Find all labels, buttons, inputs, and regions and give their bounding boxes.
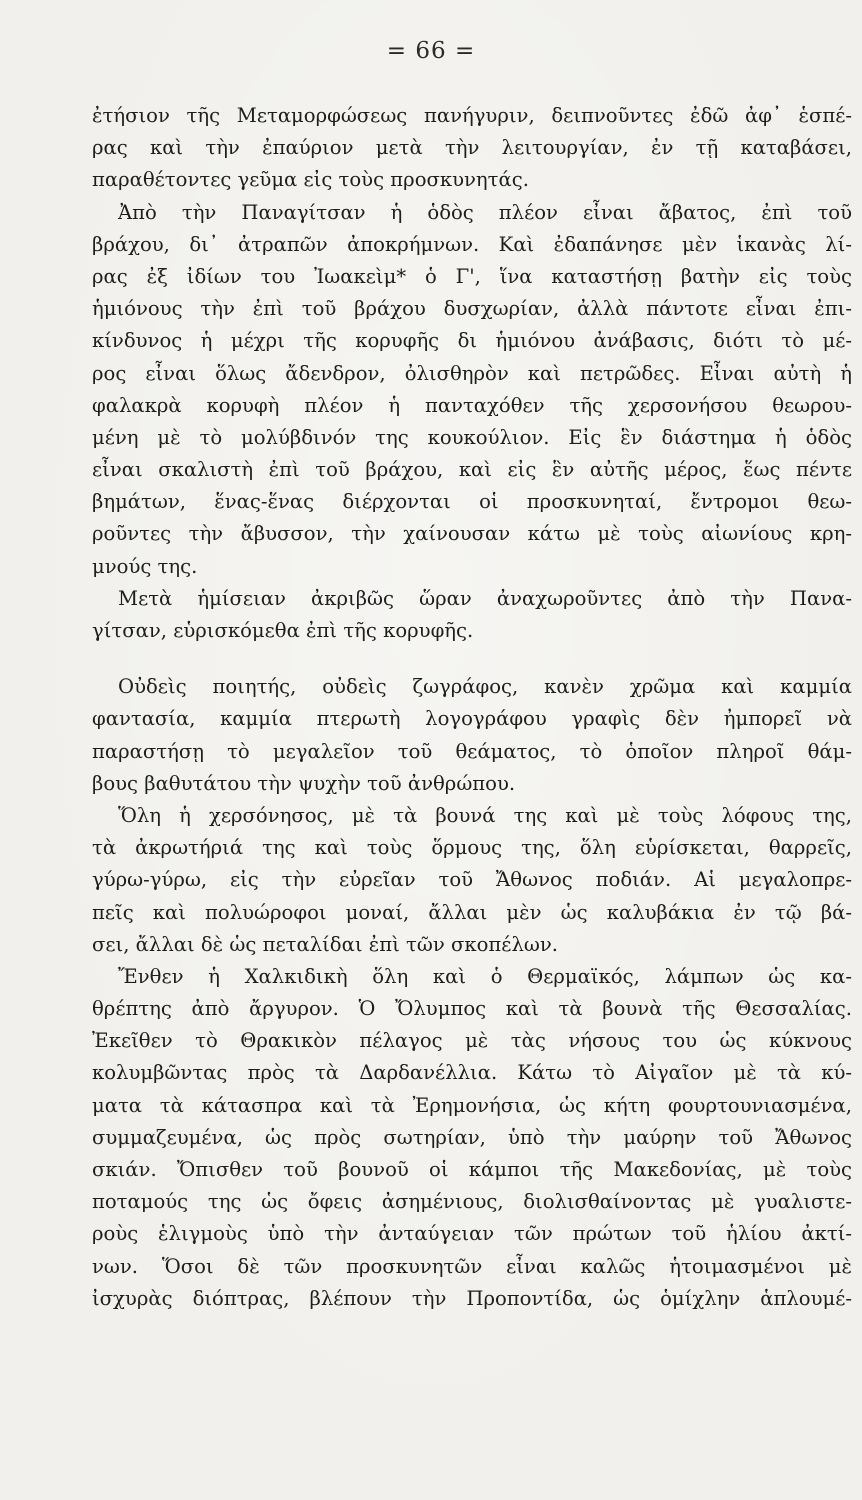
text-line: βημάτων, ἕνας-ἕνας διέρχονται οἱ προσκυνηταί, ἔντρομοι θεω-	[92, 490, 852, 514]
text-line: ρας καὶ τὴν ἐπαύριον μετὰ τὴν λειτουργίαν, ἐν τῇ καταβάσει,	[92, 136, 852, 160]
text-line: ματα τὰ κάτασπρα καὶ τὰ Ἐρημονήσια, ὡς κήτη φουρτουνιασμένα,	[92, 1093, 852, 1117]
text-line: ἡμιόνους τὴν ἐπὶ τοῦ βράχου δυσχωρίαν, ἀλλὰ πάντοτε εἶναι ἐπι-	[92, 297, 852, 321]
text-line: εἶναι σκαλιστὴ ἐπὶ τοῦ βράχου, καὶ εἰς ἓν αὐτῆς μέρος, ἕως πέντε	[92, 458, 852, 482]
text-line: ρας ἐξ ἰδίων του Ἰωακεὶμ* ὁ Γ', ἵνα καταστήσῃ βατὴν εἰς τοὺς	[92, 264, 852, 288]
text-line: θρέπτης ἀπὸ ἄργυρον. Ὁ Ὄλυμπος καὶ τὰ βουνὰ τῆς Θεσσαλίας.	[92, 997, 852, 1021]
paragraph-gap	[92, 647, 852, 671]
text-line: σει, ἄλλαι δὲ ὡς πεταλίδαι ἐπὶ τῶν σκοπέλων.	[92, 932, 558, 956]
text-line: ροὺς ἑλιγμοὺς ὑπὸ τὴν ἀνταύγειαν τῶν πρώτων τοῦ ἡλίου ἀκτί-	[92, 1222, 852, 1246]
text-line: νων. Ὅσοι δὲ τῶν προσκυνητῶν εἶναι καλῶς ἡτοιμασμένοι μὲ	[92, 1254, 852, 1278]
text-line: φαλακρὰ κορυφὴ πλέον ἡ πανταχόθεν τῆς χερσονήσου θεωρου-	[92, 393, 852, 417]
text-line: Ἐκεῖθεν τὸ Θρακικὸν πέλαγος μὲ τὰς νήσους του ὡς κύκνους	[92, 1029, 852, 1053]
text-line: πεῖς καὶ πολυώροφοι μοναί, ἄλλαι μὲν ὡς καλυβάκια ἐν τῷ βά-	[92, 900, 852, 924]
text-line: ροῦντες τὴν ἄβυσσον, τὴν χαίνουσαν κάτω μὲ τοὺς αἰωνίους κρη-	[92, 522, 852, 546]
text-line: παραστήσῃ τὸ μεγαλεῖον τοῦ θεάματος, τὸ ὁποῖον πληροῖ θάμ-	[92, 739, 852, 763]
text-line: βράχου, δι᾽ ἀτραπῶν ἀποκρήμνων. Καὶ ἐδαπάνησε μὲν ἱκανὰς λί-	[92, 232, 852, 256]
text-line: τὰ ἀκρωτήριά της καὶ τοὺς ὅρμους της, ὅλη εὑρίσκεται, θαρρεῖς,	[92, 836, 852, 860]
text-line: ποταμούς της ὡς ὄφεις ἀσημένιους, διολισθαίνοντας μὲ γυαλιστε-	[92, 1190, 852, 1214]
text-line: κίνδυνος ἡ μέχρι τῆς κορυφῆς δι ἡμιόνου ἀνάβασις, διότι τὸ μέ-	[92, 329, 852, 353]
body-text	[92, 100, 852, 1315]
text-line: μνούς της.	[92, 554, 198, 578]
text-line: συμμαζευμένα, ὡς πρὸς σωτηρίαν, ὑπὸ τὴν μαύρην τοῦ Ἄθωνος	[92, 1125, 852, 1149]
text-line: φαντασία, καμμία πτερωτὴ λογογράφου γραφὶς δὲν ἠμπορεῖ νὰ	[92, 707, 852, 731]
text-line: παραθέτοντες γεῦμα εἰς τοὺς προσκυνητάς.	[92, 168, 529, 192]
text-line: γύρω-γύρω, εἰς τὴν εὐρεῖαν τοῦ Ἄθωνος ποδιάν. Αἱ μεγαλοπρε-	[92, 868, 852, 892]
text-line: σκιάν. Ὄπισθεν τοῦ βουνοῦ οἱ κάμποι τῆς Μακεδονίας, μὲ τοὺς	[92, 1158, 852, 1181]
page-number: = 66 =	[386, 38, 476, 64]
text-line: Ὅλη ἡ χερσόνησος, μὲ τὰ βουνά της καὶ μὲ τοὺς λόφους της,	[118, 803, 852, 827]
text-line: Ἔνθεν ἡ Χαλκιδικὴ ὅλη καὶ ὁ Θερμαϊκός, λάμπων ὡς κα-	[118, 964, 852, 988]
text-line: Ἀπὸ τὴν Παναγίτσαν ἡ ὁδὸς πλέον εἶναι ἄβατος, ἐπὶ τοῦ	[118, 200, 852, 224]
text-line: ἰσχυρὰς διόπτρας, βλέπουν τὴν Προποντίδα, ὡς ὁμίχλην ἁπλουμέ-	[92, 1286, 852, 1310]
text-line: κολυμβῶντας πρὸς τὰ Δαρδανέλλια. Κάτω τὸ Αἰγαῖον μὲ τὰ κύ-	[92, 1061, 852, 1085]
text-line: ἐτήσιον τῆς Μεταμορφώσεως πανήγυριν, δειπνοῦντες ἐδῶ ἀφ᾽ ἑσπέ-	[92, 104, 852, 127]
text-line: Οὐδεὶς ποιητής, οὐδεὶς ζωγράφος, κανὲν χρῶμα καὶ καμμία	[118, 675, 852, 699]
text-line: γίτσαν, εὑρισκόμεθα ἐπὶ τῆς κορυφῆς.	[92, 619, 474, 642]
text-line: μένη μὲ τὸ μολύβδινόν της κουκούλιον. Εἰς ἓν διάστημα ἡ ὁδὸς	[92, 425, 852, 449]
text-line: Μετὰ ἡμίσειαν ἀκριβῶς ὥραν ἀναχωροῦντες ἀπὸ τὴν Πανα-	[118, 586, 852, 610]
text-line: βους βαθυτάτου τὴν ψυχὴν τοῦ ἀνθρώπου.	[92, 771, 516, 795]
text-line: ρος εἶναι ὅλως ἄδενδρον, ὀλισθηρὸν καὶ πετρῶδες. Εἶναι αὐτὴ ἡ	[92, 361, 852, 385]
